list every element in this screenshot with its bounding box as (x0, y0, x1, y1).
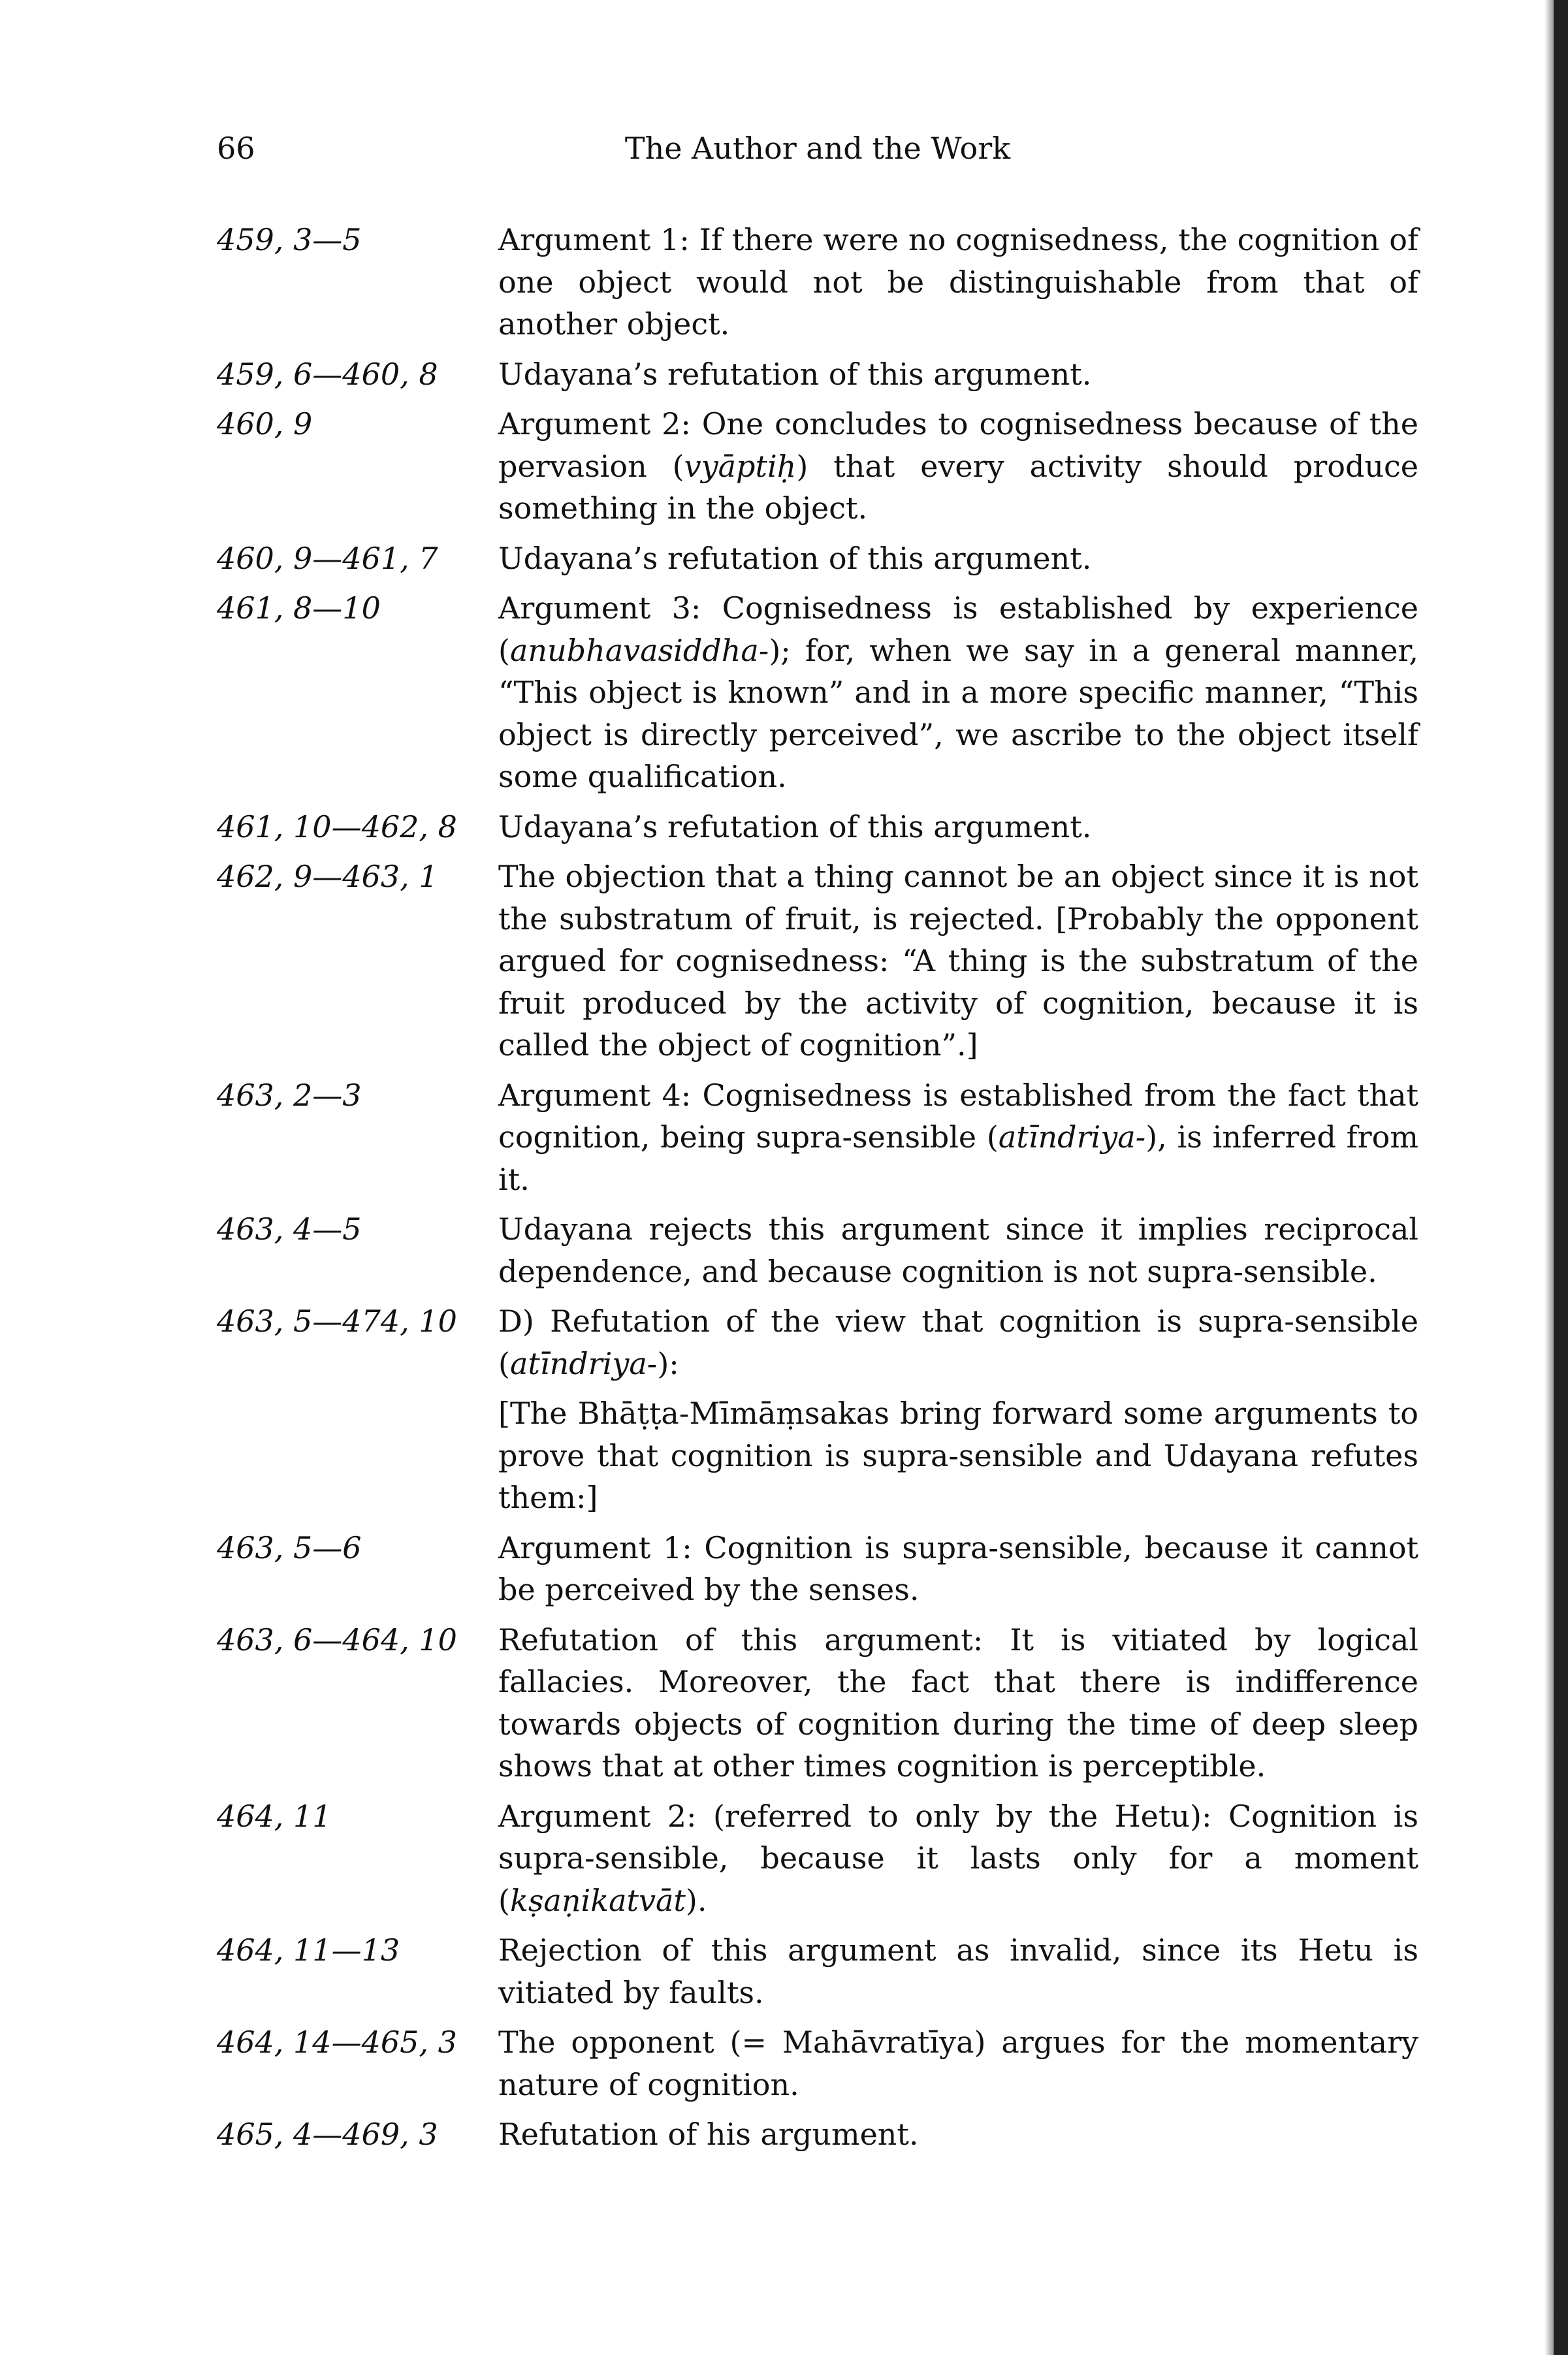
entry-description (498, 1074, 1418, 1201)
entry-description (498, 1527, 1418, 1611)
description-paragraph (498, 219, 1418, 345)
contents-entry (217, 1795, 1418, 1922)
description-paragraph (498, 1392, 1418, 1519)
sanskrit-term: kṣaṇikatvāt (509, 1882, 686, 1918)
passage-reference: 463, 4—5 (217, 1211, 362, 1247)
sanskrit-term: atīndriya- (509, 1345, 658, 1381)
contents-entry (217, 1619, 1418, 1787)
passage-reference: 463, 5—6 (217, 1530, 362, 1565)
passage-reference: 464, 14—465, 3 (217, 2025, 457, 2060)
text-segment: [The Bhāṭṭa-Mīmāṃsakas bring forward some arguments to prove that cognition is supra-sensible and Udayana refutes them:] (498, 1396, 1418, 1515)
passage-reference: 463, 2—3 (217, 1077, 362, 1113)
description-paragraph (498, 1795, 1418, 1922)
contents-entry (217, 856, 1418, 1066)
sanskrit-term: atīndriya- (998, 1119, 1146, 1155)
contents-entry (217, 587, 1418, 798)
entry-description (498, 587, 1418, 798)
entry-description (498, 2021, 1418, 2106)
entry-description (498, 1619, 1418, 1787)
text-segment: ). (685, 1882, 707, 1918)
entry-description (498, 1795, 1418, 1922)
page-number: 66 (217, 131, 255, 166)
passage-reference: 464, 11—13 (217, 1932, 400, 1968)
description-paragraph (498, 1074, 1418, 1201)
contents-entry (217, 219, 1418, 345)
entry-description (498, 1929, 1418, 2013)
running-title: The Author and the Work (624, 131, 1011, 166)
entry-description (498, 1300, 1418, 1519)
text-segment: Refutation of this argument: It is vitiated by logical fallacies. Moreover, the fact that there is indifference towards objects of cognition during the time of deep sleep shows that at other times cognition is perceptible. (498, 1622, 1418, 1784)
text-segment: ) that every activity should produce something in the object. (498, 448, 1418, 526)
page-header (217, 131, 1418, 176)
description-paragraph (498, 2021, 1418, 2106)
description-paragraph (498, 1929, 1418, 2013)
passage-reference: 465, 4—469, 3 (217, 2117, 438, 2152)
description-paragraph (498, 1527, 1418, 1611)
contents-entry (217, 537, 1418, 580)
entry-description (498, 537, 1418, 580)
entry-description (498, 1208, 1418, 1292)
passage-reference: 461, 10—462, 8 (217, 809, 457, 844)
scan-edge (1554, 0, 1568, 2355)
text-segment: Udayana’s refutation of this argument. (498, 540, 1092, 576)
passage-reference: 459, 6—460, 8 (217, 356, 438, 392)
passage-reference: 463, 5—474, 10 (217, 1304, 457, 1339)
contents-entry (217, 1300, 1418, 1519)
description-paragraph (498, 806, 1418, 848)
description-paragraph (498, 403, 1418, 530)
passage-reference: 460, 9 (217, 406, 313, 441)
text-segment: Argument 2: (referred to only by the Hetu): Cognition is supra-sensible, because it lasts only for a moment ( (498, 1798, 1418, 1918)
contents-entry (217, 2113, 1418, 2156)
description-paragraph (498, 2113, 1418, 2156)
text-segment: Udayana’s refutation of this argument. (498, 809, 1092, 844)
contents-entry (217, 403, 1418, 530)
entry-description (498, 856, 1418, 1066)
passage-reference: 464, 11 (217, 1798, 332, 1834)
text-segment: Argument 4: Cognisedness is established from the fact that cognition, being supra-sensible ( (498, 1077, 1418, 1155)
text-segment: ); for, when we say in a general manner, “This object is known” and in a more specific manner, “This object is directly perceived”, we ascribe to the object itself some qualification. (498, 632, 1418, 794)
text-segment: D) Refutation of the view that cognition is supra-sensible ( (498, 1304, 1418, 1381)
entry-description (498, 806, 1418, 848)
description-paragraph (498, 1619, 1418, 1787)
contents-entry (217, 1929, 1418, 2013)
text-segment: Argument 1: Cognition is supra-sensible, because it cannot be perceived by the senses. (498, 1530, 1418, 1607)
text-segment: Argument 2: One concludes to cognisedness because of the pervasion ( (498, 406, 1418, 484)
passage-reference: 462, 9—463, 1 (217, 859, 438, 894)
text-segment: The objection that a thing cannot be an object since it is not the substratum of fruit, is rejected. [Probably the opponent argued for cognisedness: “A thing is the substratum of the fruit produced by the activity of cognition, because it is called the object of cognition”.] (498, 859, 1418, 1063)
description-paragraph (498, 1300, 1418, 1385)
contents-entries (217, 219, 1418, 2164)
text-segment: ), is inferred from it. (498, 1119, 1418, 1197)
text-segment: Argument 3: Cognisedness is established by experience ( (498, 590, 1418, 668)
description-paragraph (498, 1208, 1418, 1292)
entry-description (498, 353, 1418, 396)
description-paragraph (498, 856, 1418, 1066)
text-segment: Udayana rejects this argument since it implies reciprocal dependence, and because cognition is not supra-sensible. (498, 1211, 1418, 1289)
contents-entry (217, 806, 1418, 848)
text-segment: Refutation of his argument. (498, 2117, 919, 2152)
sanskrit-term: anubhavasiddha- (509, 632, 769, 668)
description-paragraph (498, 587, 1418, 798)
text-segment: Argument 1: If there were no cognisedness, the cognition of one object would not be distinguishable from that of another object. (498, 222, 1418, 342)
passage-reference: 463, 6—464, 10 (217, 1622, 457, 1658)
text-segment: Udayana’s refutation of this argument. (498, 356, 1092, 392)
description-paragraph (498, 353, 1418, 396)
passage-reference: 461, 8—10 (217, 590, 381, 626)
contents-entry (217, 1527, 1418, 1611)
text-segment: ): (657, 1345, 679, 1381)
contents-entry (217, 2021, 1418, 2106)
entry-description (498, 219, 1418, 345)
passage-reference: 459, 3—5 (217, 222, 362, 257)
passage-reference: 460, 9—461, 7 (217, 540, 438, 576)
entry-description (498, 403, 1418, 530)
contents-entry (217, 353, 1418, 396)
text-segment: Rejection of this argument as invalid, since its Hetu is vitiated by faults. (498, 1932, 1418, 2010)
text-segment: The opponent (= Mahāvratīya) argues for the momentary nature of cognition. (498, 2025, 1418, 2102)
contents-entry (217, 1208, 1418, 1292)
sanskrit-term: vyāptiḥ (684, 448, 797, 484)
entry-description (498, 2113, 1418, 2156)
description-paragraph (498, 537, 1418, 580)
contents-entry (217, 1074, 1418, 1201)
scan-edge-shadow (1544, 0, 1554, 2355)
